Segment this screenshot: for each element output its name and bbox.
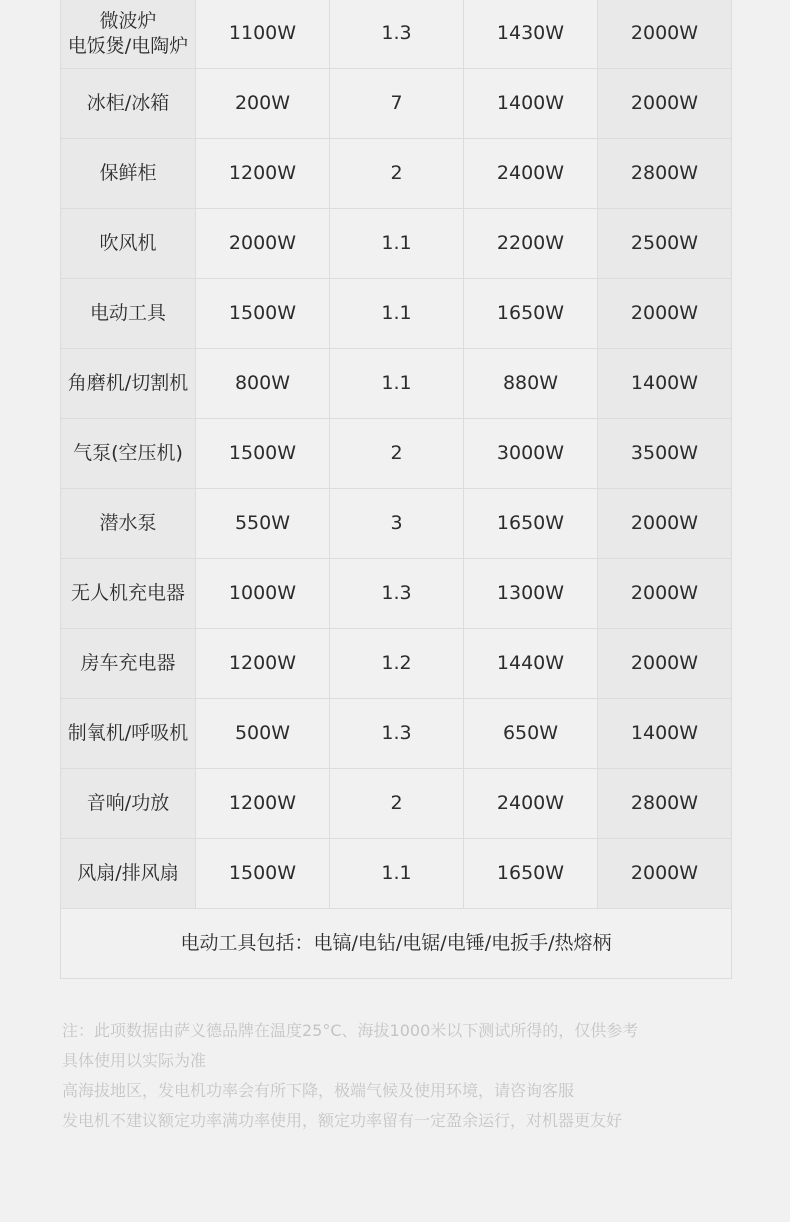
rated-power-cell: 550W [196, 489, 330, 559]
rated-power-cell: 1200W [196, 139, 330, 209]
start-power-cell: 1650W [464, 489, 598, 559]
start-factor-cell: 1.3 [330, 559, 464, 629]
rated-power-cell: 1200W [196, 769, 330, 839]
footnote-line: 注：此项数据由萨义德品牌在温度25°C、海拔1000米以下测试所得的，仅供参考 [62, 1021, 639, 1040]
start-power-cell: 1400W [464, 69, 598, 139]
appliance-name-cell: 吹风机 [61, 209, 196, 279]
recommended-power-cell: 2000W [598, 69, 732, 139]
appliance-name-cell: 制氧机/呼吸机 [61, 699, 196, 769]
tools-note-row [61, 909, 732, 979]
appliance-name-cell: 冰柜/冰箱 [61, 69, 196, 139]
rated-power-cell: 1000W [196, 559, 330, 629]
start-factor-cell: 1.3 [330, 699, 464, 769]
table-body [61, 0, 732, 979]
appliance-name-cell: 气泵(空压机) [61, 419, 196, 489]
recommended-power-cell: 2000W [598, 279, 732, 349]
recommended-power-cell: 2800W [598, 769, 732, 839]
start-factor-cell: 3 [330, 489, 464, 559]
start-factor-cell: 1.1 [330, 209, 464, 279]
footnotes [62, 1016, 742, 1136]
appliance-power-table [60, 0, 732, 979]
appliance-name-line2: 电饭煲/电陶炉 [67, 34, 189, 57]
table-row [61, 419, 732, 489]
footnote-line: 高海拔地区，发电机功率会有所下降，极端气候及使用环境，请咨询客服 [62, 1081, 575, 1100]
appliance-name-cell: 风扇/排风扇 [61, 839, 196, 909]
start-factor-cell: 2 [330, 769, 464, 839]
tools-note: 电动工具包括：电镐/电钻/电锯/电锤/电扳手/热熔柄 [61, 909, 732, 979]
table-row [61, 769, 732, 839]
recommended-power-cell: 1400W [598, 699, 732, 769]
table-row [61, 349, 732, 419]
start-factor-cell: 1.1 [330, 279, 464, 349]
table-row [61, 489, 732, 559]
table-row [61, 139, 732, 209]
appliance-name-cell: 保鲜柜 [61, 139, 196, 209]
rated-power-cell: 200W [196, 69, 330, 139]
start-power-cell: 1440W [464, 629, 598, 699]
footnote-line: 具体使用以实际为准 [62, 1051, 207, 1070]
appliance-name-cell [61, 0, 196, 69]
appliance-name-line1: 微波炉 [99, 9, 157, 32]
table-row [61, 629, 732, 699]
appliance-name-cell: 潜水泵 [61, 489, 196, 559]
start-power-cell: 880W [464, 349, 598, 419]
start-power-cell: 1300W [464, 559, 598, 629]
start-factor-cell: 1.1 [330, 349, 464, 419]
recommended-power-cell: 2800W [598, 139, 732, 209]
appliance-name-cell: 房车充电器 [61, 629, 196, 699]
table-row [61, 559, 732, 629]
table-row [61, 839, 732, 909]
rated-power-cell: 1200W [196, 629, 330, 699]
rated-power-cell: 1500W [196, 839, 330, 909]
recommended-power-cell: 2000W [598, 559, 732, 629]
start-factor-cell: 2 [330, 139, 464, 209]
start-power-cell: 2400W [464, 769, 598, 839]
recommended-power-cell: 2000W [598, 489, 732, 559]
start-power-cell: 650W [464, 699, 598, 769]
recommended-power-cell: 1400W [598, 349, 732, 419]
rated-power-cell: 1500W [196, 419, 330, 489]
footnote-line: 发电机不建议额定功率满功率使用，额定功率留有一定盈余运行，对机器更友好 [62, 1111, 623, 1130]
start-factor-cell: 1.3 [330, 0, 464, 69]
rated-power-cell: 2000W [196, 209, 330, 279]
start-factor-cell: 1.1 [330, 839, 464, 909]
rated-power-cell: 500W [196, 699, 330, 769]
table-row [61, 279, 732, 349]
start-power-cell: 1430W [464, 0, 598, 69]
rated-power-cell: 1500W [196, 279, 330, 349]
table-row [61, 209, 732, 279]
rated-power-cell: 1100W [196, 0, 330, 69]
recommended-power-cell: 2000W [598, 839, 732, 909]
recommended-power-cell: 2000W [598, 629, 732, 699]
recommended-power-cell: 3500W [598, 419, 732, 489]
start-power-cell: 3000W [464, 419, 598, 489]
start-power-cell: 2400W [464, 139, 598, 209]
start-power-cell: 1650W [464, 839, 598, 909]
recommended-power-cell: 2500W [598, 209, 732, 279]
rated-power-cell: 800W [196, 349, 330, 419]
appliance-name-cell: 电动工具 [61, 279, 196, 349]
table-row [61, 69, 732, 139]
appliance-name-cell: 无人机充电器 [61, 559, 196, 629]
appliance-name-cell: 角磨机/切割机 [61, 349, 196, 419]
table-row [61, 0, 732, 69]
start-factor-cell: 7 [330, 69, 464, 139]
table-row [61, 699, 732, 769]
start-power-cell: 2200W [464, 209, 598, 279]
start-power-cell: 1650W [464, 279, 598, 349]
recommended-power-cell: 2000W [598, 0, 732, 69]
appliance-name-cell: 音响/功放 [61, 769, 196, 839]
start-factor-cell: 1.2 [330, 629, 464, 699]
start-factor-cell: 2 [330, 419, 464, 489]
